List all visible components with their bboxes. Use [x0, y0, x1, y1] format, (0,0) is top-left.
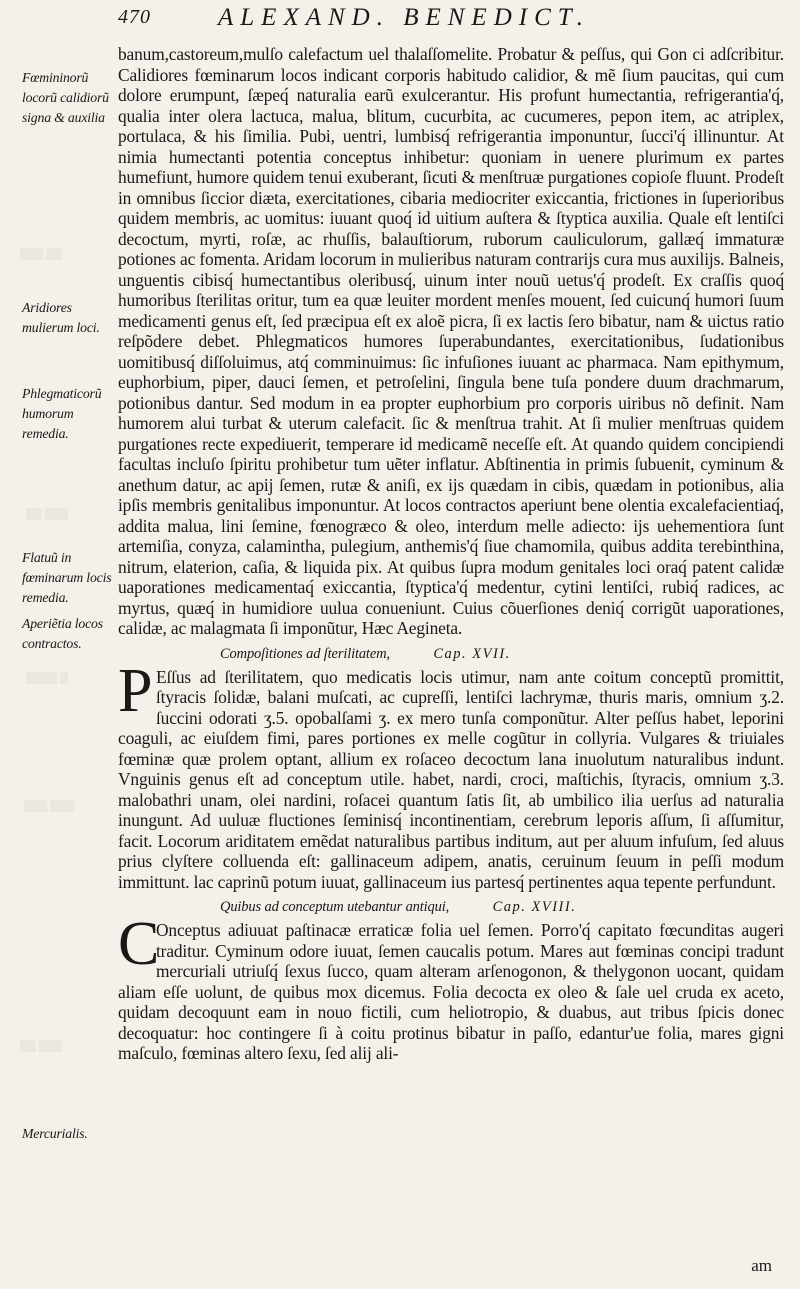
- chapter-heading: [118, 645, 784, 663]
- chapter-title: Quibus ad conceptum utebantur antiqui,: [220, 899, 450, 915]
- drop-cap-initial: P: [118, 656, 153, 725]
- running-head: ALEXAND. BENEDICT.: [218, 4, 591, 31]
- show-through-mark: ▒▒ ▒▒▒: [20, 1040, 62, 1052]
- chapter-number: Cap. XVII.: [433, 645, 511, 662]
- chapter-heading: [118, 898, 784, 916]
- chapter-text: Eſſus ad ſterilitatem, quo medicatis locis utimur, nam ante coitum conceptũ promittit, ſtyracis ſolidæ, balani muſcati, ac cupreſſi, lentiſci lachrymæ, thuris maris, omnium ʒ.2. ſuccini odorati ʒ.5. opobalſami ʒ. ex mero tunſa componũtur. Alter peſſus habet, leporini coaguli, ac eiuſdem fimi, pares portiones ex melle cogũtur in collyria. Vulgares & triuiales fœminæ quæ prolem optant, allium ex roſaceo decoctum lana inuolutum naturalibus indunt. Vnguinis genus eſt ad conceptum utile. habet, nardi, croci, maſtichis, ſtyracis, omnium ʒ.3. malobathri unam, olei nardini, roſacei quantum ſatis ſit, ab umbilico ilia uerſus ad naturalia inungunt. Ad uuluæ fluctiones ſeminisq́ incontinentiam, cerebrum leporis aſſum, ſi aſſumitur, facit. Locorum ariditatem emẽdat naturalibus partibus inditum, aut per aluum infuſum, ſed aluus prius clyſtere colluenda eſt: gallinaceum adipem, anatis, ceruinum ſeuum in peſſi modum immittunt. lac caprinũ potum iuuat, gallinaceum ius partesq́ pertinentes aqua tepente perfundunt.: [118, 666, 784, 892]
- paragraph: [118, 910, 784, 1064]
- page-header: [0, 4, 800, 44]
- show-through-mark: ▒▒▒ ▒▒▒: [24, 800, 74, 812]
- sidenote: Fœmininorũ locorũ calidiorũ signa & auxilia: [22, 70, 109, 125]
- show-through-mark: ▒▒▒ ▒▒: [20, 248, 62, 260]
- show-through-mark: ▒▒ ▒▒▒: [26, 508, 68, 520]
- paragraph: banum,castoreum,mulſo calefactum uel thalaſſomelite. Probatur & peſſus, qui Gon ci adſcribitur. Calidiores fœminarum locos indicant corporis habitudo calidior, & mẽ ſium paucitas, qui cum dolore erumpunt, ſæpeq́ naturalia earũ exulcerantur. His profunt humectantia, refrigerantia'q́, qualia inter olera lactuca, malua, blitum, cucurbita, ac cucumeres, pepon item, ac atriplex, portulaca, & his ſimilia. Pubi, uentri, lumbisq́ refrigerantia imponuntur, ſucci'q́ illinuntur. At nimia humectanti potentia conceptus inhibetur: quoniam in uenere plurimum ex partes humefiunt, humore quidem tenui exuberant, ſicuti & menſtruæ purgationes copioſe fluunt. Prodeſt in omnibus ſiccior diæta, exercitationes, cibaria mediocriter exiccantia, frictiones in ſuperioribus quidem membris, ac uomitus: iuuant quoq́ id uitium auſtera & ſtyptica auxilia. Quale eſt lentiſci decoctum, myrti, roſæ, ac rhuſſis, balauſtiorum, ruborum cauliculorum, gallæq́ immaturæ potiones ac fomenta. Aridam locorum in mulieribus naturam contrarijs cura mus auxilijs. Balneis, unguentis cibisq́ humectantibus oleribusq́, uinum inter nouũ uetus'q́ prodeſt. Ex craſſis quoq́ humoribus ſterilitas oritur, tum ea quæ leuiter mordent menſes mouent, ſed cuicunq́ humori ſuum medicamenti genus eſt, ſed præcipua eſt ex aloẽ picra, ſi ex lactis ſero bibatur, nam & uictus ratio reſpõdere debet. Phlegmaticos humores ſuperabundantes, exercitationibus, ſudationibus uomitibusq́ diſſoluimus, atq́ comminuimus: ſic infuſiones iuuant ac pharmaca. Nam epithymum, euphorbium, piper, dauci ſemen, et petroſelini, ſingula bene tuſa pondere duum drachmarum, potionibus dantur. Sed modum in ea propter euphorbium pro corporis uiribus nõ definit. Nam humorem alui turbat & uterum calefacit. ſic & menſtrua trahit. At ſi mulier menſtruas quidem purgationes recte expediuerit, temperare id medicamẽ neceſſe eſt. At quando quidem concipiendi facultas incluſo ſpiritu prohibetur tum uẽter inflatur. Abſtinentia in primis ſubuenit, cyminum & anethum datur, ac apij ſemen, rutæ & aniſi, ex ijs quædam in cibis, quædam in potionibus, alia ipſis membris genitalibus imponuntur. At locos contractos aperiunt bene olentia excalefacientiaq́, addita malua, lini ſemine, fœnogræco & oleo, interdum melle adiecto: ijs uehementiora ſunt artemiſia, conyza, calamintha, pulegium, anthemis'q́ ſiue chamomila, quibus addita terebinthina, nitrum, elaterion, caſia, & liquida pix. At quibus ſupra modum genitales loci oraq́ patent calidæ uaporationes medicamentaq́ exiccantia, ſtyptica'q́ medentur, cytini lentiſci, rubiq́ radices, ac myrtus, quæq́ in humidiore uulua conueniunt. Cuius cõuerſiones deniq́ corrigũt uaporationes, calidæ, ac malagmata ſi imponũtur, Hæc Aegineta.: [118, 44, 784, 638]
- chapter-number: Cap. XVIII.: [492, 899, 577, 915]
- drop-cap-initial: C: [118, 910, 160, 978]
- catchword: am: [751, 1256, 772, 1275]
- chapter-title: Compoſitiones ad ſterilitatem,: [220, 645, 390, 662]
- show-through-mark: ▒▒▒▒ ▒: [26, 672, 68, 684]
- page-number: 470: [118, 6, 151, 28]
- paragraph: [118, 656, 784, 893]
- sidenote: Mercurialis.: [22, 1126, 88, 1141]
- main-text: [118, 44, 784, 1064]
- sidenote: Aridiores mulierum loci.: [22, 300, 100, 335]
- sidenote: Aperiẽtia locos contractos.: [22, 616, 103, 651]
- sidenote: Phlegmaticorũ humorum remedia.: [22, 386, 102, 441]
- sidenote: Flatuũ in fœminarum locis remedia.: [22, 550, 112, 605]
- chapter-text: Onceptus adiuuat paſtinacæ erraticæ folia uel ſemen. Porro'q́ capitato fœcunditas augeri traditur. Cyminum odore iuuat, ſemen caucalis potum. Mares aut fœminas concipi tradunt mercuriali utriuſq́ ſexus ſucco, quam alteram arſenogonon, & thelygonon uocant, quidam aliam eſſe uolunt, de quibus mox dicemus. Folia decocta ex oleo & ſale uel cruda ex aceto, quidam decoquunt eam in nouo fictili, cum heliotropio, & duabus, aut tribus ſpicis donec decoquatur: hoc contingere ſi à coitu protinus bibatur in paſſo, edantur'ue folia, mares gigni maſculo, fœminas altero ſexu, ſed alij ali-: [118, 920, 784, 1063]
